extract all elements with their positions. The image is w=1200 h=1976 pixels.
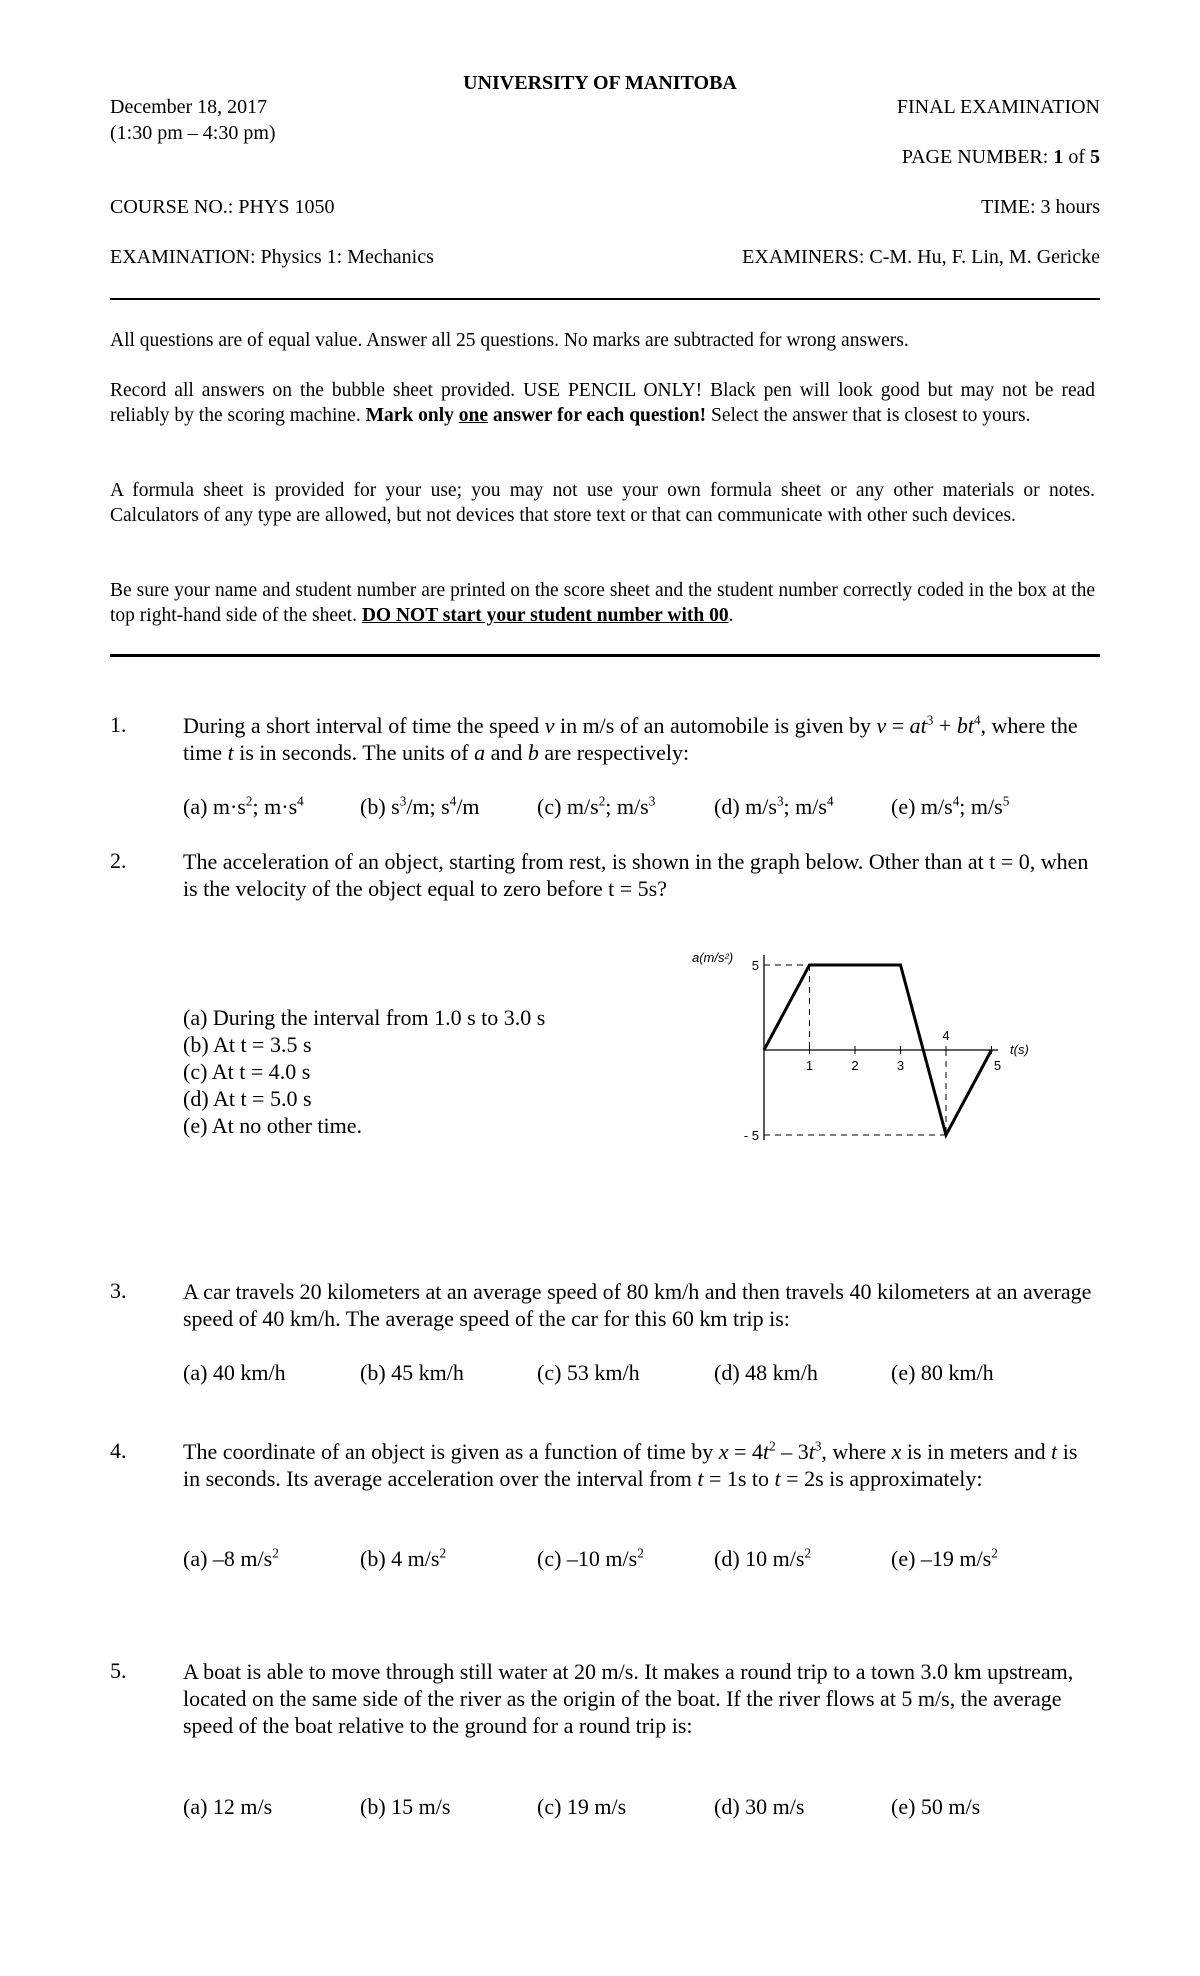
- exam-duration: TIME: 3 hours: [981, 196, 1100, 218]
- question-3-option-e[interactable]: (e) 80 km/h: [891, 1360, 994, 1385]
- instruction-2-bold-underline: one: [458, 405, 489, 426]
- header-divider: [110, 298, 1100, 300]
- instruction-paragraph-4: [110, 578, 1095, 628]
- page-total: 5: [1090, 146, 1100, 168]
- page-of: of: [1063, 146, 1090, 168]
- question-3-option-b[interactable]: (b) 45 km/h: [360, 1360, 464, 1385]
- question-3-text: A car travels 20 kilometers at an average speed of 80 km/h and then travels 40 kilometers at an average speed of 40 km/h. The average speed of the car for this 60 km trip is:: [183, 1279, 1092, 1331]
- question-3-option-d[interactable]: (d) 48 km/h: [714, 1360, 818, 1385]
- instructions-divider: [110, 654, 1100, 657]
- question-1-option-a[interactable]: (a) $m\cdot s^2$; $m\cdot s^4$: [183, 793, 304, 819]
- question-1-option-e[interactable]: (e) $m/s^4$; $m/s^5$: [891, 793, 1010, 819]
- question-1-option-c[interactable]: (c) $m/s^2$; $m/s^3$: [537, 793, 656, 819]
- y-tick-label: - 5: [743, 1128, 759, 1140]
- course-number: COURSE NO.: PHYS 1050: [110, 196, 335, 218]
- x-tick-label: 1: [805, 1058, 814, 1073]
- question-5-option-a[interactable]: (a) 12 m/s: [183, 1794, 273, 1819]
- x-tick-label: 3: [896, 1058, 905, 1073]
- examination-name: EXAMINATION: Physics 1: Mechanics: [110, 246, 434, 268]
- page-number-label: PAGE NUMBER:: [901, 146, 1054, 168]
- question-5-option-d[interactable]: (d) 30 m/s: [714, 1794, 805, 1819]
- question-2-option-b[interactable]: (b) At t = 3.5 s: [183, 1032, 312, 1057]
- question-4-number: 4.: [110, 1438, 127, 1463]
- exam-date: December 18, 2017: [110, 96, 268, 118]
- page-current: 1: [1053, 146, 1064, 168]
- question-2-option-e[interactable]: (e) At no other time.: [183, 1113, 363, 1138]
- instruction-4-warning: DO NOT start your student number with 00: [361, 605, 729, 626]
- university-title: UNIVERSITY OF MANITOBA: [463, 72, 737, 94]
- question-4-option-c[interactable]: (c) –10 $m/s^2$: [537, 1545, 644, 1571]
- y-tick-labels: [744, 958, 759, 1140]
- question-4-option-b[interactable]: (b) 4 $m/s^2$: [360, 1545, 447, 1571]
- instruction-paragraph-3: A formula sheet is provided for your use; you may not use your own formula sheet or any other materials or notes. Calculators of any type are allowed, but not devices that store text or that can communicate with other such devices.: [110, 480, 1095, 526]
- x-tick-label: 5: [993, 1058, 1002, 1073]
- question-4-option-e[interactable]: (e) –19 $m/s^2$: [891, 1545, 998, 1571]
- x-axis-label: t(s): [1010, 1042, 1029, 1057]
- question-5-option-b[interactable]: (b) 15 m/s: [360, 1794, 451, 1819]
- question-1-option-d[interactable]: (d) $m/s^3$; $m/s^4$: [714, 793, 834, 819]
- acceleration-graph: [680, 940, 1060, 1140]
- question-5-option-c[interactable]: (c) 19 m/s: [537, 1794, 627, 1819]
- question-4-option-d[interactable]: (d) 10 $m/s^2$: [714, 1545, 812, 1571]
- examiners: EXAMINERS: C-M. Hu, F. Lin, M. Gericke: [742, 246, 1100, 268]
- question-1-text: During a short interval of time the speed v in m/s of an automobile is given by $v = at^3 + bt^4$, where the time t is in seconds. The units of a and b are respectively:: [183, 712, 1078, 765]
- question-5-number: 5.: [110, 1658, 127, 1683]
- question-4-option-a[interactable]: (a) –8 $m/s^2$: [183, 1545, 279, 1571]
- y-axis-label: a(m/s²): [692, 950, 734, 965]
- instruction-4-text: Be sure your name and student number are printed on the score sheet and the student number correctly coded in the box at the top right-hand side of the sheet.: [110, 580, 1095, 626]
- x-tick-label: 4: [942, 1028, 950, 1043]
- page-number: [902, 146, 1100, 169]
- y-tick-label: 5: [751, 958, 759, 973]
- instruction-2-bold-b: answer for each question!: [488, 405, 707, 426]
- question-5-text: A boat is able to move through still water at 20 m/s. It makes a round trip to a town 3.0 km upstream, located on the same side of the river as the origin of the boat. If the river flows at 5 m/s, the average speed of the boat relative to the ground for a round trip is:: [183, 1659, 1074, 1738]
- question-3-option-a[interactable]: (a) 40 km/h: [183, 1360, 286, 1385]
- instruction-4-end: .: [728, 605, 734, 626]
- question-5-option-e[interactable]: (e) 50 m/s: [891, 1794, 981, 1819]
- question-3-option-c[interactable]: (c) 53 km/h: [537, 1360, 640, 1385]
- question-2-text: The acceleration of an object, starting from rest, is shown in the graph below. Other than at t = 0, when is the velocity of the object equal to zero before t = 5s?: [183, 849, 1089, 901]
- instruction-2-bold-a: Mark only: [365, 405, 459, 426]
- instruction-paragraph-1: All questions are of equal value. Answer all 25 questions. No marks are subtracted for wrong answers.: [110, 330, 909, 351]
- x-tick-label: 2: [851, 1058, 859, 1073]
- instruction-2-text-b: Select the answer that is closest to yours.: [706, 405, 1031, 426]
- question-4-text: The coordinate of an object is given as a function of time by $x = 4t^2 - 3t^3$, where x is in meters and t is in seconds. Its average acceleration over the interval from t = 1s to t = 2s is approximately:: [183, 1438, 1078, 1491]
- question-2-number: 2.: [110, 848, 127, 873]
- instruction-2-text-a: Record all answers on the bubble sheet provided. USE PENCIL ONLY! Black pen will look good but may not be read reliably by the scoring machine.: [110, 380, 1095, 426]
- question-2-option-d[interactable]: (d) At t = 5.0 s: [183, 1086, 312, 1111]
- question-2-option-c[interactable]: (c) At t = 4.0 s: [183, 1059, 311, 1084]
- question-1-option-b[interactable]: (b) $s^3/m$; $s^4/m$: [360, 793, 480, 819]
- question-3-number: 3.: [110, 1278, 127, 1303]
- exam-time-range: (1:30 pm – 4:30 pm): [110, 122, 276, 144]
- exam-type: FINAL EXAMINATION: [896, 96, 1100, 118]
- question-1-number: 1.: [110, 712, 127, 737]
- instruction-paragraph-2: [110, 378, 1095, 428]
- question-2-option-a[interactable]: (a) During the interval from 1.0 s to 3.0 s: [183, 1005, 546, 1030]
